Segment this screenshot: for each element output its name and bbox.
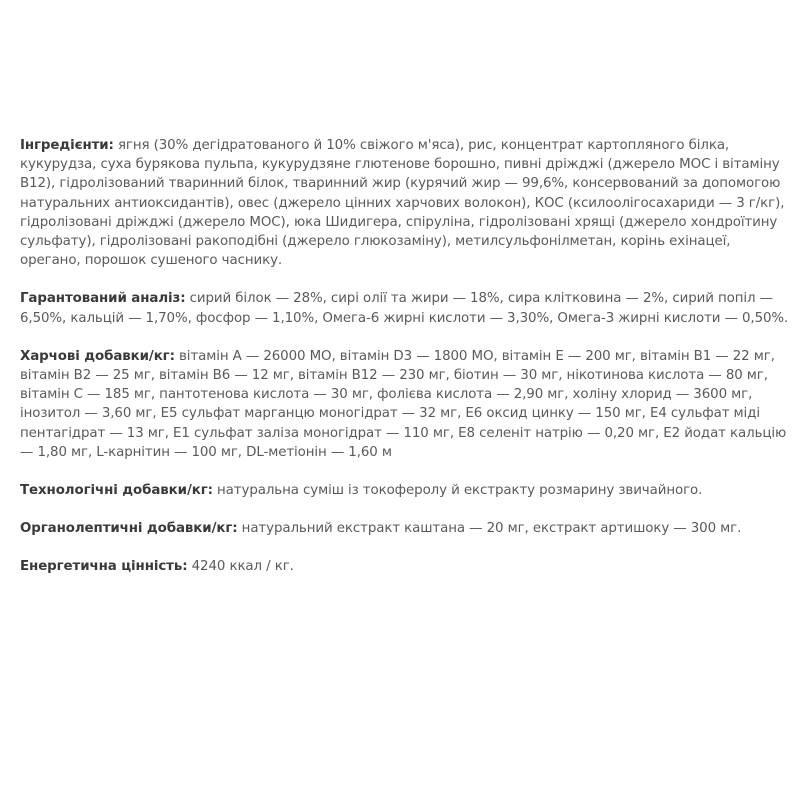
nutritional-additives-text: вітамін A — 26000 МО, вітамін D3 — 1800 МО, вітамін E — 200 мг, вітамін B1 — 22 мг, вітамін B2 — 25 мг, вітамін B6 — 12 мг, вітамін B12 — 230 мг, біотин — 30 мг, нікотинова кислота — 80 мг, вітамін C — 185 мг, пантотенова кислота — 30 мг, фолієва кислота — 2,90 мг, холіну хлорид — 3600 мг, інозитол — 3,60 мг, E5 сульфат марганцю моногідрат — 32 мг, E6 оксид цинку — 150 мг, E4 сульфат міді пентагідрат — 13 мг, E1 сульфат заліза моногідрат — 110 мг, E8 селеніт натрію — 0,20 мг, E2 йодат кальцію — 1,80 мг, L-карнітин — 100 мг, DL-метіонін — 1,60 м — [20, 348, 787, 460]
energy-value-label: Енергетична цінність: — [20, 559, 188, 575]
nutritional-additives-label: Харчові добавки/кг: — [20, 348, 175, 364]
energy-value-text: 4240 ккал / кг. — [187, 559, 294, 575]
nutritional-additives-paragraph — [20, 347, 790, 462]
guaranteed-analysis-paragraph — [20, 289, 790, 327]
sensory-additives-label: Органолептичні добавки/кг: — [20, 521, 238, 537]
guaranteed-analysis-label: Гарантований аналіз: — [20, 291, 186, 307]
ingredients-paragraph — [20, 136, 790, 270]
sensory-additives-paragraph — [20, 519, 790, 538]
guaranteed-analysis-text: сирий білок — 28%, сирі олії та жири — 18%, сира клітковина — 2%, сирий попіл — 6,50%, кальцій — 1,70%, фосфор — 1,10%, Омега-6 жирні кислоти — 3,30%, Омега-3 жирні кислоти — 0,50%. — [20, 291, 789, 326]
ingredients-label: Інгредієнти: — [20, 138, 114, 153]
sensory-additives-text: натуральний екстракт каштана — 20 мг, екстракт артишоку — 300 мг. — [237, 521, 742, 537]
ingredients-text: ягня (30% дегідратованого й 10% свіжого м'яса), рис, концентрат картопляного білка, кукурудза, суха бурякова пульпа, кукурудзяне глютенове борошно, пивні дріжджі (джерело МОС і вітаміну B12), гідролізований тваринний білок, тваринний жир (курячий жир — 99,6%, консервований за допомогою натуральних антиоксидантів), овес (джерело цінних харчових волокон), КОС (ксилоолігосахариди — 3 г/кг), гідролізовані дріжджі (джерело МОС), юка Шидигера, спіруліна, гідролізовані хрящі (джерело хондроїтину сульфату), гідролізовані ракоподібні (джерело глюкозаміну), метилсульфонілметан, корінь ехінацеї, орегано, порошок сушеного часнику. — [20, 138, 785, 269]
technological-additives-paragraph — [20, 481, 790, 500]
energy-value-paragraph — [20, 557, 790, 576]
product-composition — [20, 136, 790, 596]
technological-additives-text: натуральна суміш із токоферолу й екстракту розмарину звичайного. — [212, 483, 703, 499]
technological-additives-label: Технологічні добавки/кг: — [20, 483, 213, 499]
